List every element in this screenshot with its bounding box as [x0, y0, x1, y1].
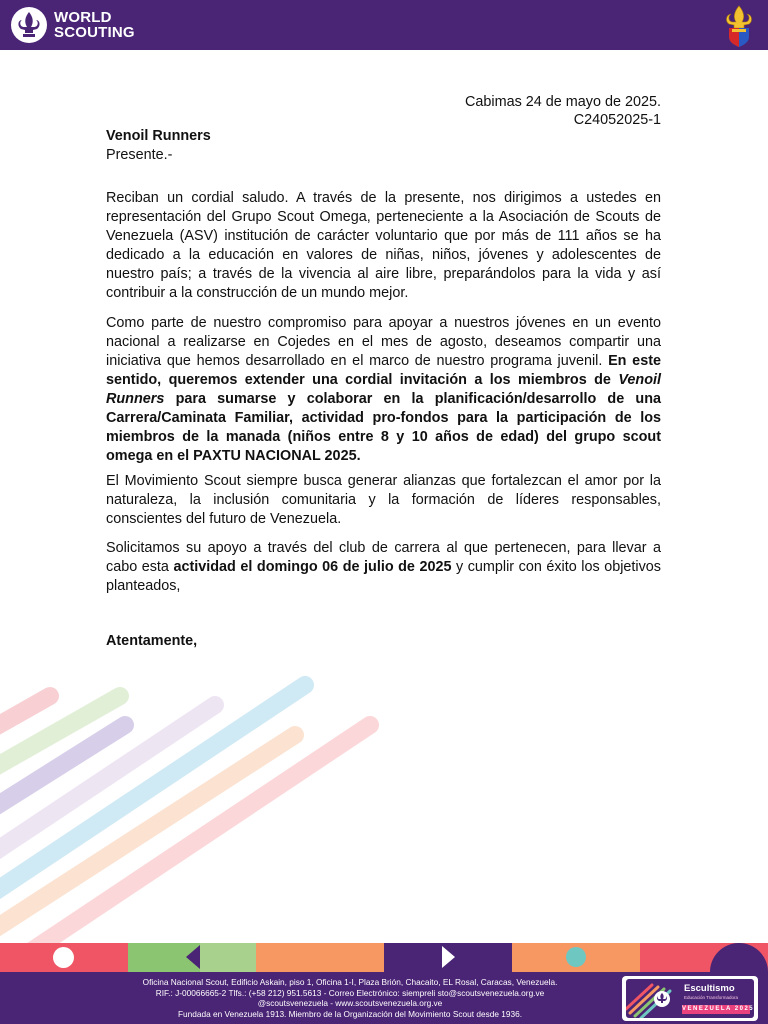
color-band-light-green [200, 943, 256, 972]
escultismo-badge [622, 976, 758, 1021]
footer-color-band [0, 943, 768, 972]
stripe [0, 735, 295, 932]
badge-year: VENEZUELA 2025 [682, 1006, 754, 1012]
decorative-stripes [0, 660, 768, 950]
color-band-red-2 [640, 943, 768, 972]
paragraph-intro: Reciban un cordial saludo. A través de la presente, nos dirigimos a ustedes en representación del Grupo Scout Omega, perteneciente a la Asociación de Scouts de Venezuela (ASV) institución de carácter voluntario que por más de 111 años se ha dedicado a la educación en valores de niñas, niños, jóvenes y adolescentes de nuestro país; a través de la vivencia al aire libre, preparándolos para la vida y así contribuir a la construcción de un mundo mejor. [106, 190, 661, 301]
badge-panel [626, 979, 754, 1018]
color-band-green [128, 943, 200, 972]
footer-contact [70, 977, 630, 1019]
footer-founded: Fundada en Venezuela 1913. Miembro de la Organización del Movimiento Scout desde 1936. [177, 1008, 523, 1019]
closing: Atentamente, [106, 633, 198, 649]
letter-date: Cabimas 24 de mayo de 2025. [465, 94, 661, 110]
brand-name [54, 10, 135, 40]
recipient-greeting: Presente.- [106, 147, 173, 163]
paragraph-request-intro: Solicitamos su apoyo a través del club de carrera al que pertenecen, para llevar a cabo esta [106, 540, 661, 575]
letter-date-block [465, 93, 661, 129]
fleur-de-lis-icon [10, 6, 48, 44]
recipient-block [106, 127, 661, 165]
paragraph-invitation-club-name: Venoil Runners [106, 372, 661, 407]
color-band-orange [256, 943, 384, 972]
paragraph-request [106, 539, 661, 596]
footer-rif-phone: RIF.: J-00066665-2 Tlfs.: (+58 212) 951.5613 - Correo Electrónico: siempreli sto@scoutsvenezuela.org.ve [155, 987, 545, 998]
paragraph-invitation-bold-b: para sumarse y colaborar en la planificación/desarrollo de una Carrera/Caminata Familiar, actividad pro-fondos para la participación de los miembros de la manada (niños entre 8 y 10 años de edad) del grupo scout omega en el PAXTU NACIONAL 2025. [106, 391, 661, 464]
paragraph-alliances: El Movimiento Scout siempre busca generar alianzas que fortalezcan el amor por la naturaleza, la inclusión comunitaria y la formación de líderes responsables, conscientes del futuro de Venezuela. [106, 473, 661, 527]
brand-line-1: WORLD [54, 9, 112, 26]
circle-shape [566, 947, 586, 967]
paragraph-request-date: actividad el domingo 06 de julio de 2025 [173, 559, 452, 575]
world-scouting-logo [10, 6, 135, 44]
rainbow-stripes-icon [626, 979, 682, 1018]
circle-shape [53, 947, 74, 968]
recipient-name: Venoil Runners [106, 128, 211, 144]
paragraph-request-outro: y cumplir con éxito los objetivos planteados, [106, 559, 661, 594]
triangle-shape [442, 946, 455, 968]
quarter-circle-shape [710, 943, 768, 972]
triangle-shape [186, 945, 200, 969]
scout-crest-icon [722, 4, 756, 48]
color-band-orange-2 [512, 943, 640, 972]
letter-reference: C24052025-1 [573, 112, 661, 128]
brand-line-2: SCOUTING [54, 24, 135, 41]
badge-subtitle: Educación Transformadora [684, 995, 739, 1000]
stripe [0, 696, 50, 730]
color-band-purple [384, 943, 512, 972]
paragraph-invitation-intro: Como parte de nuestro compromiso para apoyar a nuestros jóvenes en un evento nacional a realizarse en Cojedes en el mes de agosto, deseamos compartir una iniciativa que hemos desarrollado en el marco de nuestro programa juvenil. [106, 315, 661, 369]
paragraph-invitation-bold-a: En este sentido, queremos extender una cordial invitación a los miembros de [106, 353, 661, 388]
badge-title: Escultismo [684, 983, 735, 994]
color-band-red [0, 943, 128, 972]
footer-address: Oficina Nacional Scout, Edificio Askain, piso 1, Oficina 1-I, Plaza Brión, Chacaito, EL Rosal, Caracas, Venezuela. [142, 977, 558, 987]
paragraph-invitation [106, 314, 661, 466]
footer-web: @scoutsvenezuela - www.scoutsvenezuela.org.ve [257, 998, 443, 1008]
header-bar [0, 0, 768, 50]
